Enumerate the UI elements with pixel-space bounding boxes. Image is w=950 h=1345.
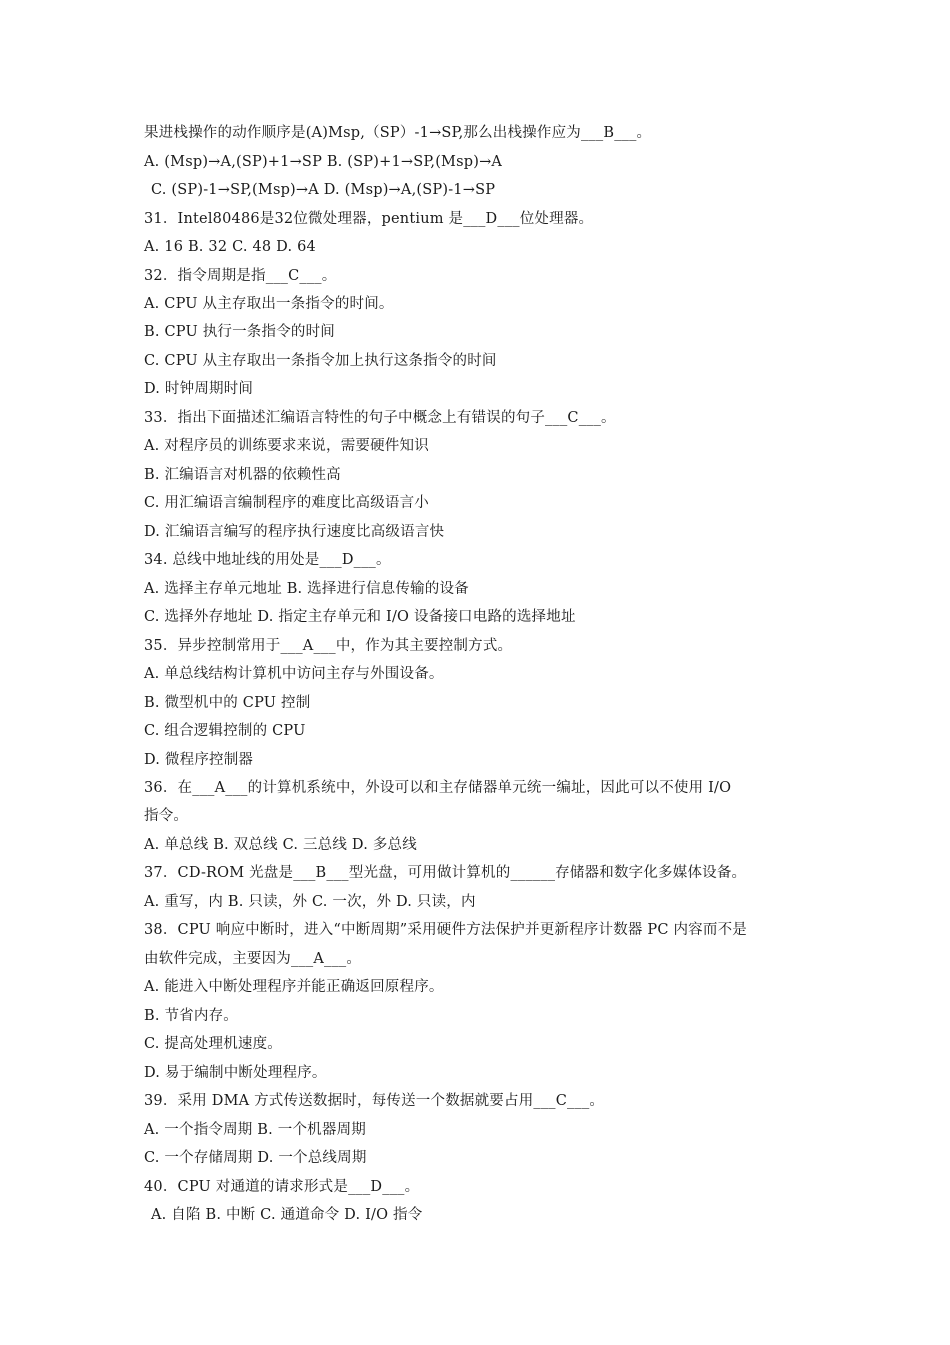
question-38: 38．CPU 响应中断时，进入“中断周期”采用硬件方法保护并更新程序计数器 PC 内容而不是 bbox=[144, 922, 747, 938]
option-line: C. 提高处理机速度。 bbox=[144, 1036, 282, 1052]
option-line: C. 组合逻辑控制的 CPU bbox=[144, 723, 306, 739]
option-line: C. 用汇编语言编制程序的难度比高级语言小 bbox=[144, 495, 429, 511]
question-36: 36．在___A___的计算机系统中，外设可以和主存储器单元统一编址，因此可以不使用 I/O bbox=[144, 780, 732, 796]
question-32: 32．指令周期是指___C___。 bbox=[144, 268, 337, 284]
option-line: C. 选择外存地址 D. 指定主存单元和 I/O 设备接口电路的选择地址 bbox=[144, 609, 576, 625]
option-line: A. 选择主存单元地址 B. 选择进行信息传输的设备 bbox=[144, 581, 469, 597]
text-line: 果进栈操作的动作顺序是(A)Msp,（SP）-1→SP,那么出栈操作应为___B___。 bbox=[144, 125, 652, 141]
option-line: A. CPU 从主存取出一条指令的时间。 bbox=[144, 296, 394, 312]
text-line: 指令。 bbox=[144, 808, 189, 824]
option-line: A. (Msp)→A,(SP)+1→SP B. (SP)+1→SP,(Msp)→A bbox=[144, 154, 503, 170]
option-line: A. 对程序员的训练要求来说，需要硬件知识 bbox=[144, 438, 429, 454]
option-line: A. 自陷 B. 中断 C. 通道命令 D. I/O 指令 bbox=[151, 1207, 423, 1223]
option-line: B. 微型机中的 CPU 控制 bbox=[144, 695, 311, 711]
option-line: D. 汇编语言编写的程序执行速度比高级语言快 bbox=[144, 524, 445, 540]
option-line: B. 节省内存。 bbox=[144, 1008, 238, 1024]
option-line: A. 重写，内 B. 只读，外 C. 一次，外 D. 只读，内 bbox=[144, 894, 476, 910]
option-line: D. 易于编制中断处理程序。 bbox=[144, 1065, 327, 1081]
question-37: 37．CD-ROM 光盘是___B___型光盘，可用做计算机的______存储器和数字化多媒体设备。 bbox=[144, 865, 747, 881]
option-line: B. CPU 执行一条指令的时间 bbox=[144, 324, 335, 340]
question-35: 35．异步控制常用于___A___中，作为其主要控制方式。 bbox=[144, 638, 513, 654]
option-line: D. 时钟周期时间 bbox=[144, 381, 254, 397]
option-line: A. 16 B. 32 C. 48 D. 64 bbox=[144, 239, 316, 255]
question-31: 31．Intel80486是32位微处理器，pentium 是___D___位处理器。 bbox=[144, 211, 594, 227]
question-39: 39．采用 DMA 方式传送数据时，每传送一个数据就要占用___C___。 bbox=[144, 1093, 605, 1109]
question-40: 40．CPU 对通道的请求形式是___D___。 bbox=[144, 1179, 420, 1195]
option-line: B. 汇编语言对机器的依赖性高 bbox=[144, 467, 341, 483]
option-line: C. (SP)-1→SP,(Msp)→A D. (Msp)→A,(SP)-1→SP bbox=[151, 182, 496, 198]
option-line: A. 能进入中断处理程序并能正确返回原程序。 bbox=[144, 979, 444, 995]
option-line: C. CPU 从主存取出一条指令加上执行这条指令的时间 bbox=[144, 353, 497, 369]
question-33: 33．指出下面描述汇编语言特性的句子中概念上有错误的句子___C___。 bbox=[144, 410, 616, 426]
text-line: 由软件完成，主要因为___A___。 bbox=[144, 951, 362, 967]
option-line: A. 单总线 B. 双总线 C. 三总线 D. 多总线 bbox=[144, 837, 417, 853]
option-line: D. 微程序控制器 bbox=[144, 752, 254, 768]
question-34: 34. 总线中地址线的用处是___D___。 bbox=[144, 552, 391, 568]
option-line: A. 一个指令周期 B. 一个机器周期 bbox=[144, 1122, 366, 1138]
option-line: C. 一个存储周期 D. 一个总线周期 bbox=[144, 1150, 367, 1166]
option-line: A. 单总线结构计算机中访问主存与外围设备。 bbox=[144, 666, 444, 682]
